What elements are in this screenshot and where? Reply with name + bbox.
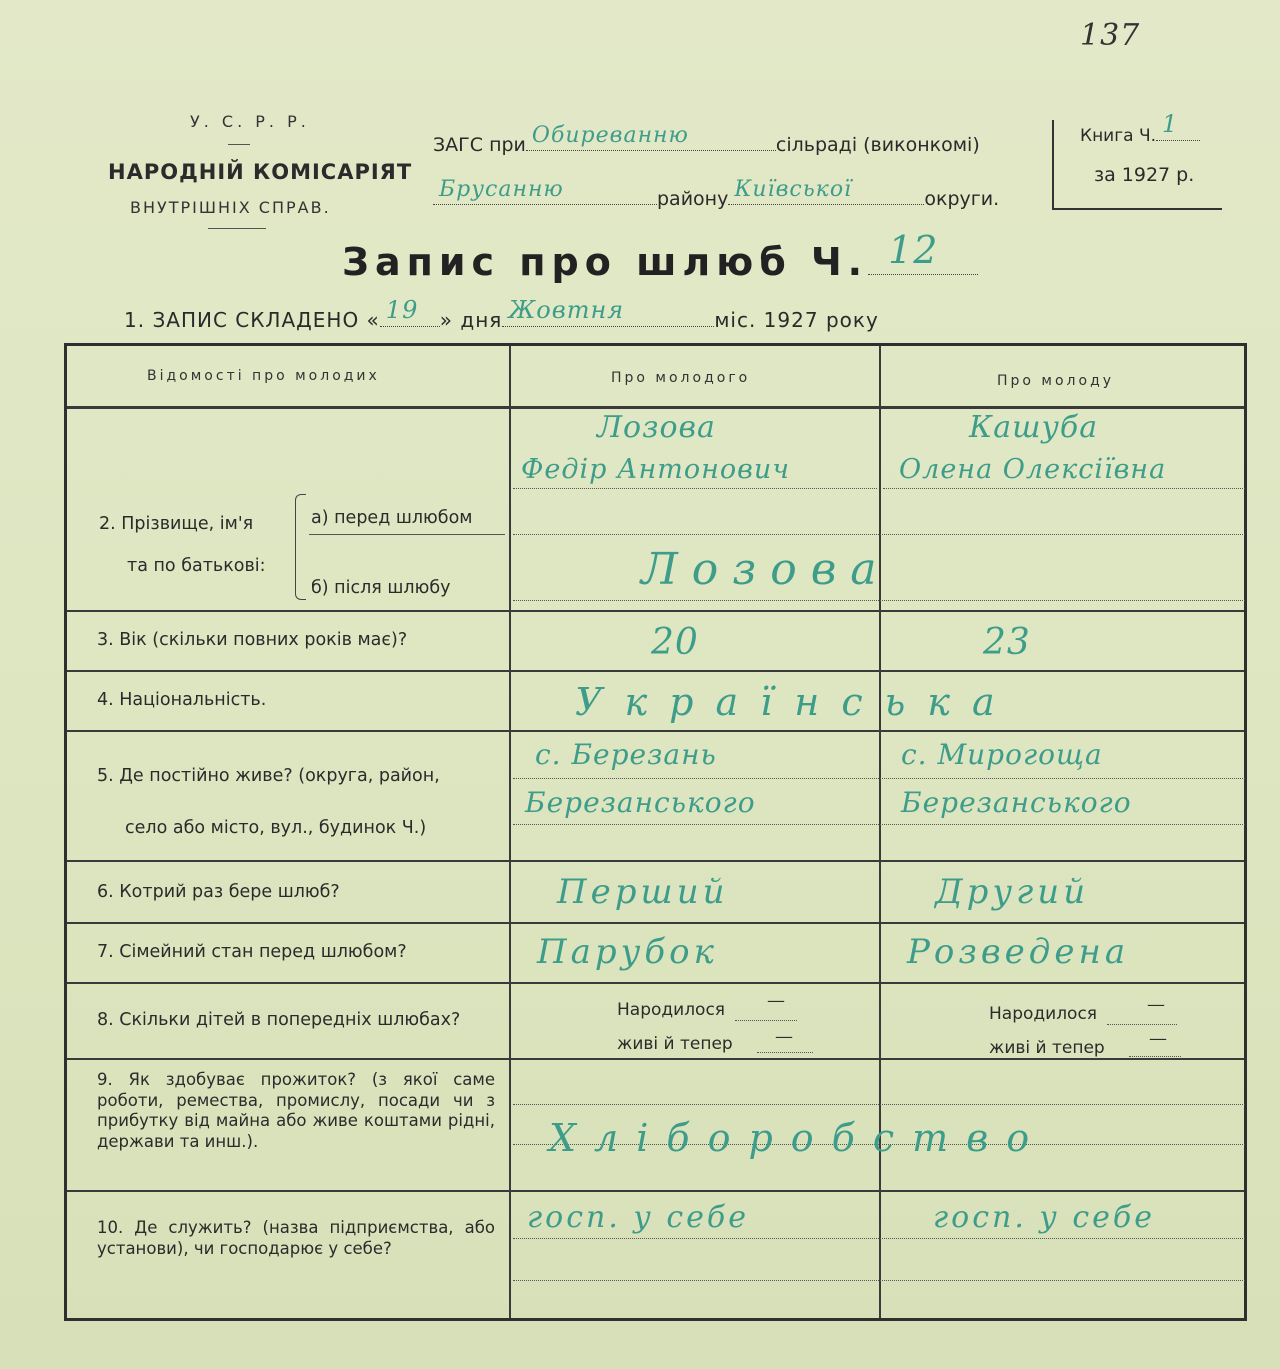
field-line [1107,1024,1177,1025]
after-marriage-label: б) після шлюбу [311,578,451,598]
marriage-count-label: 6. Котрий раз бере шлюб? [97,882,340,902]
column-divider [509,346,511,1318]
row-divider [67,730,1244,732]
bride-marital-status: Розведена [907,932,1130,972]
record-title-label: Запис про шлюб Ч. [342,240,869,284]
bride-age: 23 [983,622,1031,663]
field-line [513,1104,1245,1105]
book-number: 1 [1162,110,1179,138]
field-line [883,488,1245,489]
okrug-value: Київської [734,177,853,202]
book-number-field[interactable] [1156,110,1200,141]
groom-residence-2: Березанського [525,786,756,819]
groom-alive-value: — [775,1026,794,1047]
day-field[interactable] [380,296,440,327]
bride-alive-value: — [1149,1028,1168,1049]
groom-surname: Лозова [597,410,716,445]
district-value: Брусанню [439,177,564,202]
nationality-label: 4. Національність. [97,690,267,710]
okrug-suffix: округи. [924,188,1000,210]
district-field[interactable] [433,177,657,205]
book-label: Книга Ч. [1080,126,1157,146]
header-bride: Про молоду [997,373,1115,389]
composed-label: 1. ЗАПИС СКЛАДЕНО « [124,308,380,332]
field-line [513,600,1245,601]
row-divider [67,860,1244,862]
groom-marital-status: Парубок [537,932,718,972]
field-line [735,1020,797,1021]
children-label: 8. Скільки дітей в попередніх шлюбах? [97,1010,461,1030]
republic-label: У. С. Р. Р. [190,112,310,131]
groom-born-value: — [767,990,786,1011]
age-label: 3. Вік (скільки повних років має)? [97,630,408,650]
groom-born-label: Народилося [617,1000,726,1020]
groom-alive-label: живі й тепер [617,1034,733,1054]
bride-residence-1: с. Мирогоща [901,738,1103,771]
bride-given-name: Олена Олексіївна [899,454,1167,485]
livelihood-value: Хліборобство [549,1116,1048,1160]
work-label: 10. Де служить? (назва підприємства, або установи), чи господарює у себе? [97,1218,495,1258]
row-divider [67,1190,1244,1192]
month-value: Жовтня [508,296,625,324]
district-suffix: району [657,188,729,210]
row-divider [67,982,1244,984]
field-line [513,1280,1245,1281]
name-label-1: 2. Прізвище, ім'я [99,514,254,534]
row-divider [67,1058,1244,1060]
header-info: Відомості про молодих [147,368,380,384]
name-label-2: та по батькові: [127,556,266,576]
divider [228,144,250,145]
field-line [513,1238,1245,1239]
divider [208,228,266,229]
groom-marriage-count: Перший [557,872,729,912]
bride-alive-label: живі й тепер [989,1038,1105,1058]
day-value: 19 [385,296,419,324]
residence-label-1: 5. Де постійно живе? (округа, район, [97,766,440,786]
row-divider [67,406,1244,409]
department-label: ВНУТРІШНІХ СПРАВ. [130,198,331,217]
book-year: за 1927 р. [1094,164,1195,186]
record-number: 12 [888,228,939,272]
bride-born-label: Народилося [989,1004,1098,1024]
archive-number: 137 [1080,18,1141,53]
row-divider [67,922,1244,924]
groom-work: госп. у себе [527,1200,749,1235]
council-value: Обиреванню [531,123,689,148]
district-line [433,177,1000,210]
record-title [342,228,978,284]
field-line [513,824,1245,825]
header-groom: Про молодого [611,370,751,386]
month-suffix: міс. 1927 року [714,308,879,332]
row-divider [67,610,1244,612]
livelihood-label: 9. Як здобуває прожиток? (з якої саме роботи, ремества, промислу, посади чи з прибутку від майна або живе коштами рідні, держави та инш.). [97,1070,495,1151]
zags-prefix: ЗАГС при [433,134,526,156]
bride-marriage-count: Другий [935,872,1090,912]
surname-after-marriage: Лозова [641,544,891,595]
council-field[interactable] [526,123,776,151]
field-line [757,1052,813,1053]
month-field[interactable] [502,296,714,327]
day-suffix: » дня [439,308,503,332]
bride-born-value: — [1147,994,1166,1015]
field-line [513,778,1245,779]
field-line [513,488,877,489]
field-line [513,534,1245,535]
record-table [64,343,1247,1321]
nationality-value: Українська [575,680,1017,724]
row-divider [67,670,1244,672]
before-marriage-label: а) перед шлюбом [311,508,473,528]
bride-residence-2: Березанського [901,786,1132,819]
composed-line [124,296,879,332]
residence-label-2: село або місто, вул., будинок Ч.) [125,818,427,838]
groom-age: 20 [651,622,699,663]
marital-status-label: 7. Сімейний стан перед шлюбом? [97,942,407,962]
brace [295,494,306,600]
bride-surname: Кашуба [969,410,1099,445]
groom-given-name: Федір Антонович [521,454,791,485]
field-line [309,534,505,535]
field-line [1129,1056,1181,1057]
okrug-field[interactable] [728,177,924,205]
groom-residence-1: с. Березань [535,738,717,771]
column-divider [879,346,881,1318]
council-suffix: сільраді (виконкомі) [775,134,980,156]
record-number-field[interactable] [868,228,978,275]
zags-line [433,123,980,156]
book-line [1080,110,1200,146]
commissariat-title: НАРОДНІЙ КОМІСАРІЯТ [108,160,413,184]
bride-work: госп. у себе [933,1200,1155,1235]
